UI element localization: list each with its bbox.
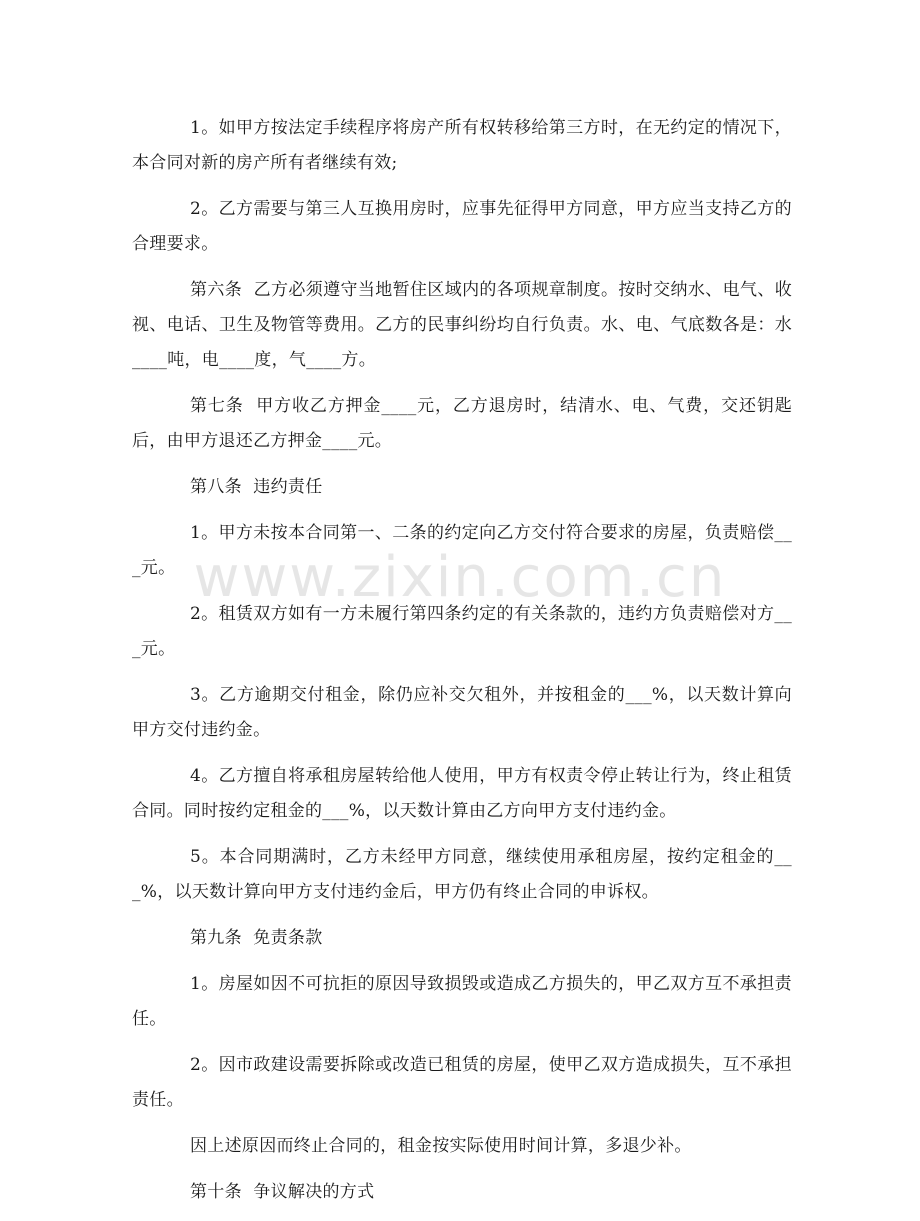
article-10-heading: 第十条 争议解决的方式 — [190, 1182, 375, 1202]
breach-item-5: 5。本合同期满时，乙方未经甲方同意，继续使用承租房屋，按约定租金的___%，以天数计算向甲方支付违约金后，甲方仍有终止合同的申诉权。 — [132, 847, 792, 902]
breach-item-4: 4。乙方擅自将承租房屋转给他人使用，甲方有权责令停止转让行为，终止租赁合同。同时按约定租金的___%，以天数计算由乙方向甲方支付违约金。 — [132, 766, 792, 821]
clause-paragraph-exchange-housing: 2。乙方需要与第三人互换用房时，应事先征得甲方同意，甲方应当支持乙方的合理要求。 — [132, 199, 792, 254]
article-6-paragraph: 第六条 乙方必须遵守当地暂住区域内的各项规章制度。按时交纳水、电气、收视、电话、卫生及物管等费用。乙方的民事纠纷均自行负责。水、电、气底数各是：水____吨，电____度，气____方。 — [132, 280, 792, 370]
article-8-heading: 第八条 违约责任 — [190, 477, 323, 497]
exemption-item-2: 2。因市政建设需要拆除或改造已租赁的房屋，使甲乙双方造成损失，互不承担责任。 — [132, 1055, 792, 1110]
exemption-item-1: 1。房屋如因不可抗拒的原因导致损毁或造成乙方损失的，甲乙双方互不承担责任。 — [132, 974, 792, 1029]
breach-item-1: 1。甲方未按本合同第一、二条的约定向乙方交付符合要求的房屋，负责赔偿___元。 — [132, 523, 792, 578]
breach-item-3: 3。乙方逾期交付租金，除仍应补交欠租外，并按租金的___%，以天数计算向甲方交付违约金。 — [132, 685, 792, 740]
breach-item-2: 2。租赁双方如有一方未履行第四条约定的有关条款的，违约方负责赔偿对方___元。 — [132, 604, 792, 659]
watermark: www.zixin.com.cn — [193, 545, 727, 610]
article-7-paragraph: 第七条 甲方收乙方押金____元，乙方退房时，结清水、电、气费，交还钥匙后，由甲方退还乙方押金____元。 — [132, 396, 792, 451]
document-body — [132, 111, 792, 1221]
article-9-heading: 第九条 免责条款 — [190, 928, 323, 948]
rent-settlement-paragraph: 因上述原因而终止合同的，租金按实际使用时间计算，多退少补。 — [190, 1136, 692, 1156]
clause-paragraph-transfer-ownership: 1。如甲方按法定手续程序将房产所有权转移给第三方时，在无约定的情况下，本合同对新的房产所有者继续有效; — [132, 118, 792, 173]
